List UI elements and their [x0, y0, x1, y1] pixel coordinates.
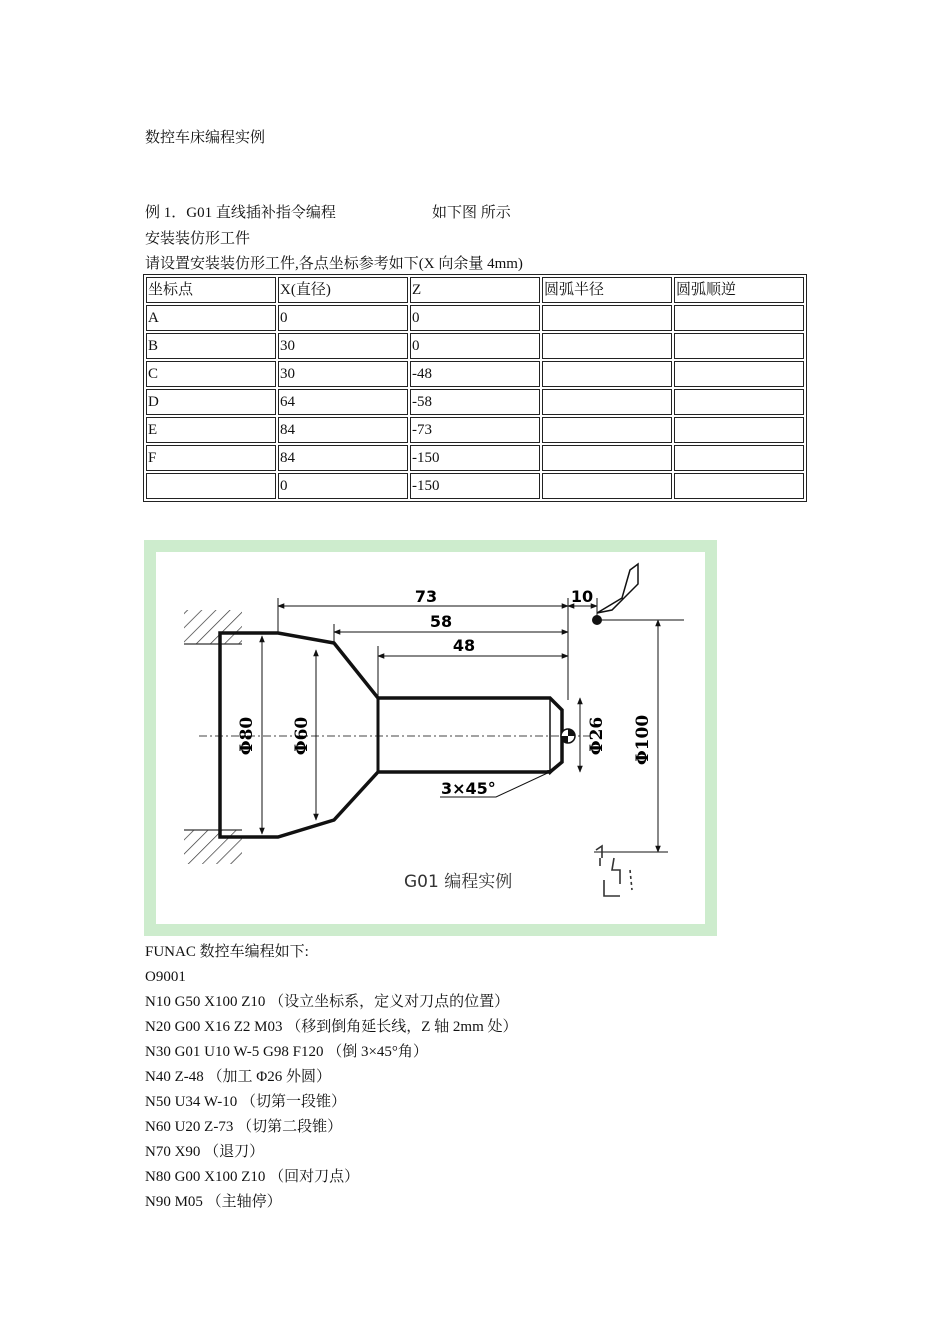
program-line: N30 G01 U10 W-5 G98 F120 （倒 3×45°角）	[145, 1044, 428, 1060]
table-cell	[542, 473, 672, 499]
coordinate-table	[143, 274, 807, 502]
dia100-label: Φ100	[633, 714, 653, 766]
table-cell	[674, 333, 804, 359]
document-title: 数控车床编程实例	[145, 130, 266, 146]
table-cell: -150	[410, 445, 540, 471]
program-line: N50 U34 W-10 （切第一段锥）	[145, 1094, 346, 1110]
figure-caption: G01 编程实例	[404, 872, 513, 892]
table-cell: 84	[278, 445, 408, 471]
g01-drawing	[144, 540, 717, 936]
table-cell	[674, 361, 804, 387]
table-cell: 0	[410, 333, 540, 359]
table-cell: 30	[278, 333, 408, 359]
table-cell	[542, 417, 672, 443]
chuck-upper	[184, 610, 242, 644]
table-row	[146, 417, 804, 443]
dia26-label: Φ26	[587, 716, 607, 756]
dia60-label: Φ60	[292, 716, 312, 756]
table-header-cell: 坐标点	[146, 277, 276, 303]
dim58-label: 58	[429, 612, 453, 631]
table-cell: D	[146, 389, 276, 415]
table-cell	[542, 305, 672, 331]
table-header-cell: 圆弧半径	[542, 277, 672, 303]
table-cell: F	[146, 445, 276, 471]
table-header-row	[146, 277, 804, 303]
program-line: N80 G00 X100 Z10 （回对刀点）	[145, 1169, 360, 1185]
tool-point	[592, 615, 602, 625]
table-cell	[542, 333, 672, 359]
program-line: N60 U20 Z-73 （切第二段锥）	[145, 1119, 343, 1135]
table-cell	[674, 473, 804, 499]
table-cell: B	[146, 333, 276, 359]
table-row	[146, 305, 804, 331]
table-cell: 0	[278, 305, 408, 331]
chuck-lower	[184, 830, 242, 864]
table-cell: -48	[410, 361, 540, 387]
table-cell: 84	[278, 417, 408, 443]
table-cell: 30	[278, 361, 408, 387]
table-cell: -73	[410, 417, 540, 443]
table-row	[146, 361, 804, 387]
table-cell: C	[146, 361, 276, 387]
table-cell	[674, 445, 804, 471]
dia80-label: Φ80	[237, 716, 257, 756]
table-cell	[674, 305, 804, 331]
table-row	[146, 473, 804, 499]
dim73-label: 73	[414, 587, 438, 606]
program-number: O9001	[145, 969, 186, 985]
table-cell	[674, 417, 804, 443]
table-row	[146, 333, 804, 359]
instruction-text: 请设置安装装仿形工件,各点坐标参考如下(X 向余量 4mm)	[145, 256, 523, 272]
dim10-label: 10	[570, 587, 594, 606]
program-line: N70 X90 （退刀）	[145, 1144, 265, 1160]
table-header-cell: Z	[410, 277, 540, 303]
table-cell: A	[146, 305, 276, 331]
program-heading: FUNAC 数控车编程如下:	[145, 944, 309, 960]
table-cell: 0	[278, 473, 408, 499]
table-cell	[674, 389, 804, 415]
table-cell: -150	[410, 473, 540, 499]
chamfer-label: 3×45°	[441, 779, 496, 798]
program-line: N20 G00 X16 Z2 M03 （移到倒角延长线，Z 轴 2mm 处）	[145, 1019, 518, 1035]
table-cell	[542, 445, 672, 471]
table-cell: -58	[410, 389, 540, 415]
subtitle: 安装装仿形工件	[145, 231, 251, 247]
table-header-cell: 圆弧顺逆	[674, 277, 804, 303]
example-note: 如下图 所示	[432, 205, 511, 221]
example-title: 例 1．G01 直线插补指令编程	[145, 205, 336, 221]
table-row	[146, 389, 804, 415]
dim48-label: 48	[452, 636, 476, 655]
program-line: N10 G50 X100 Z10 （设立坐标系，定义对刀点的位置）	[145, 994, 510, 1010]
table-row	[146, 445, 804, 471]
table-cell	[542, 389, 672, 415]
table-cell: E	[146, 417, 276, 443]
table-cell	[542, 361, 672, 387]
table-cell	[146, 473, 276, 499]
program-line: N90 M05 （主轴停）	[145, 1194, 282, 1210]
table-cell: 64	[278, 389, 408, 415]
table-header-cell: X(直径)	[278, 277, 408, 303]
program-line: N40 Z-48 （加工 Φ26 外圆）	[145, 1069, 331, 1085]
table-cell: 0	[410, 305, 540, 331]
